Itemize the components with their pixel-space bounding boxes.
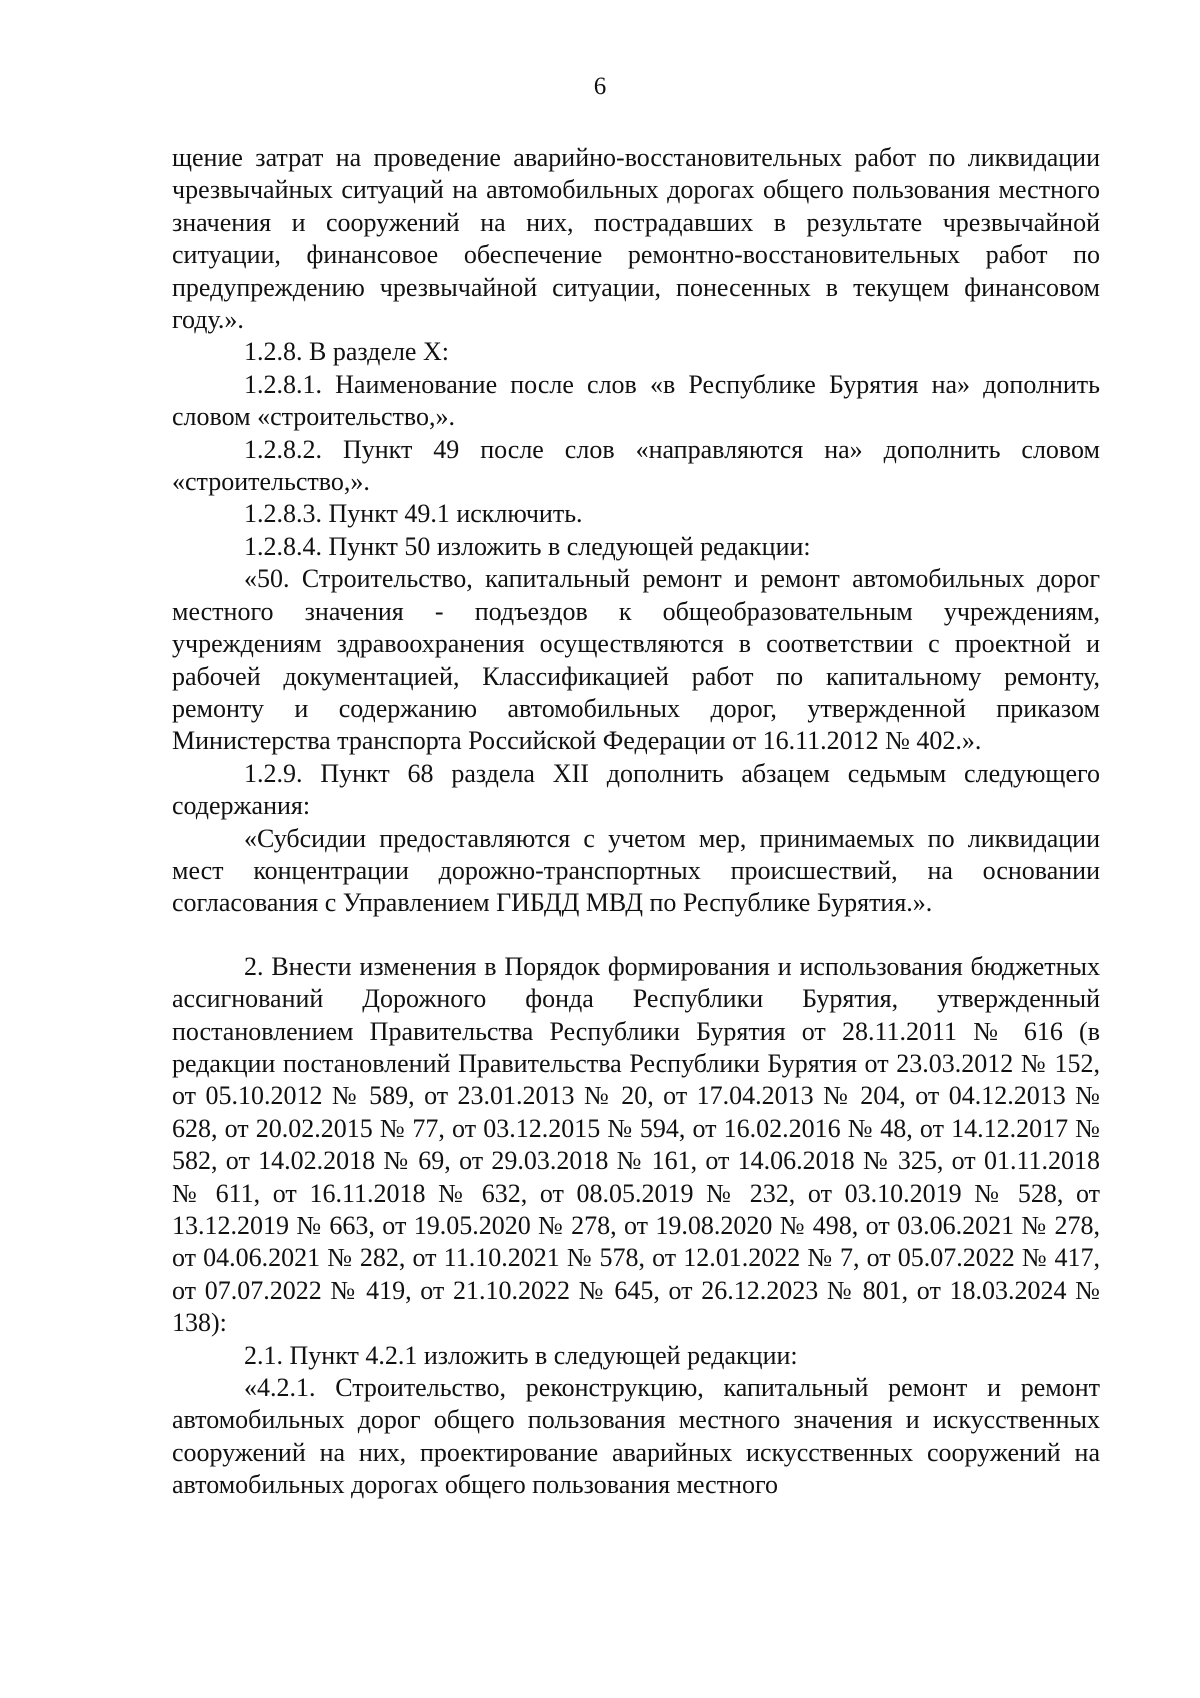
paragraph-1-2-8-3: 1.2.8.3. Пункт 49.1 исключить.: [244, 499, 583, 529]
page-number: 6: [593, 73, 607, 100]
paragraph-continuation: щение затрат на проведение аварийно-восстановительных работ по ликвидации чрезвычайных ситуаций на автомобильных дорогах общего пользования местного значения и сооружений на них, пострадавших в результате чрезвычайной ситуации, финансовое обеспечение ремонтно-восстановительных работ по предупреждению чрезвычайной ситуации, понесенных в текущем финансовом году.».: [172, 143, 1100, 335]
paragraph-1-2-8-4: 1.2.8.4. Пункт 50 изложить в следующей редакции:: [244, 531, 811, 561]
paragraph-quote-4-2-1: «4.2.1. Строительство, реконструкцию, капитальный ремонт и ремонт автомобильных дорог общего пользования местного значения и искусственных сооружений на них, проектирование аварийных искусственных сооружений на автомобильных дорогах общего пользования местного: [172, 1373, 1100, 1500]
paragraph-1-2-8: 1.2.8. В разделе X:: [244, 337, 449, 367]
paragraph-quote-50: «50. Строительство, капитальный ремонт и ремонт автомобильных дорог местного значения - подъездов к общеобразовательным учреждениям, учреждениям здравоохранения осуществляются в соответствии с проектной и рабочей документацией, Классификацией работ по капитальному ремонту, ремонту и содержанию автомобильных дорог, утвержденной приказом Министерства транспорта Российской Федерации от 16.11.2012 № 402.».: [172, 564, 1100, 756]
paragraph-2: 2. Внести изменения в Порядок формирования и использования бюджетных ассигнований Дорожного фонда Республики Бурятия, утвержденный постановлением Правительства Республики Бурятия от 28.11.2011 № 616 (в редакции постановлений Правительства Республики Бурятия от 23.03.2012 № 152, от 05.10.2012 № 589, от 23.01.2013 № 20, от 17.04.2013 № 204, от 04.12.2013 № 628, от 20.02.2015 № 77, от 03.12.2015 № 594, от 16.02.2016 № 48, от 14.12.2017 № 582, от 14.02.2018 № 69, от 29.03.2018 № 161, от 14.06.2018 № 325, от 01.11.2018 № 611, от 16.11.2018 № 632, от 08.05.2019 № 232, от 03.10.2019 № 528, от 13.12.2019 № 663, от 19.05.2020 № 278, от 19.08.2020 № 498, от 03.06.2021 № 278, от 04.06.2021 № 282, от 11.10.2021 № 578, от 12.01.2022 № 7, от 05.07.2022 № 417, от 07.07.2022 № 419, от 21.10.2022 № 645, от 26.12.2023 № 801, от 18.03.2024 № 138):: [172, 951, 1100, 1338]
document-body: [172, 142, 1100, 1502]
paragraph-quote-subsidies: «Субсидии предоставляются с учетом мер, принимаемых по ликвидации мест концентрации дорожно-транспортных происшествий, на основании согласования с Управлением ГИБДД МВД по Республике Бурятия.».: [172, 823, 1100, 918]
paragraph-1-2-8-2: 1.2.8.2. Пункт 49 после слов «направляются на» дополнить словом «строительство,».: [172, 434, 1100, 497]
paragraph-2-1: 2.1. Пункт 4.2.1 изложить в следующей редакции:: [244, 1340, 798, 1370]
paragraph-1-2-8-1: 1.2.8.1. Наименование после слов «в Республике Бурятия на» дополнить словом «строительство,».: [172, 369, 1100, 432]
paragraph-1-2-9: 1.2.9. Пункт 68 раздела XII дополнить абзацем седьмым следующего содержания:: [172, 758, 1100, 821]
